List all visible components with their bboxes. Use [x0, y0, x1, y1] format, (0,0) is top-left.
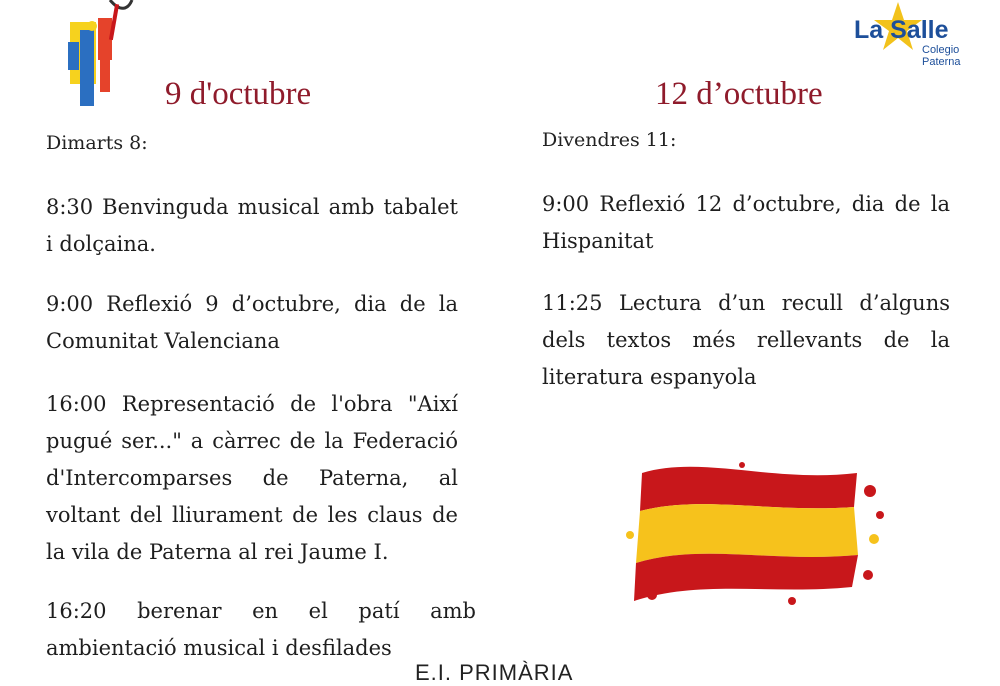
right-entry: 11:25 Lectura d’un recull d’alguns dels textos més rellevants de la literatura espanyola [542, 291, 950, 389]
right-heading: 12 d’octubre [655, 76, 823, 112]
right-day-label: Divendres 11: [542, 129, 677, 151]
logo-sub-text: Colegio Paterna [922, 44, 961, 68]
left-entry: 8:30 Benvinguda musical amb tabalet i dolçaina. [46, 195, 458, 256]
lasalle-logo [852, 0, 1000, 68]
left-day-label: Dimarts 8: [46, 132, 148, 154]
left-entry: 9:00 Reflexió 9 d’octubre, dia de la Comunitat Valenciana [46, 292, 458, 353]
left-entry: 16:00 Representació de l'obra "Així pugué ser..." a càrrec de la Federació d'Intercomparses de Paterna, al voltant del lliurament de les claus de la vila de Paterna al rei Jaume I. [46, 392, 458, 564]
footer-heading: E.I. PRIMÀRIA [415, 660, 574, 685]
right-entry: 9:00 Reflexió 12 d’octubre, dia de la Hispanitat [542, 192, 950, 253]
logo-la-text: La Salle [854, 16, 949, 44]
musicians-illustration [40, 0, 140, 108]
left-entry: 16:20 berenar en el patí amb ambientació musical i desfilades [46, 599, 476, 660]
left-heading: 9 d'octubre [165, 76, 312, 112]
spanish-flag-illustration [622, 455, 892, 610]
